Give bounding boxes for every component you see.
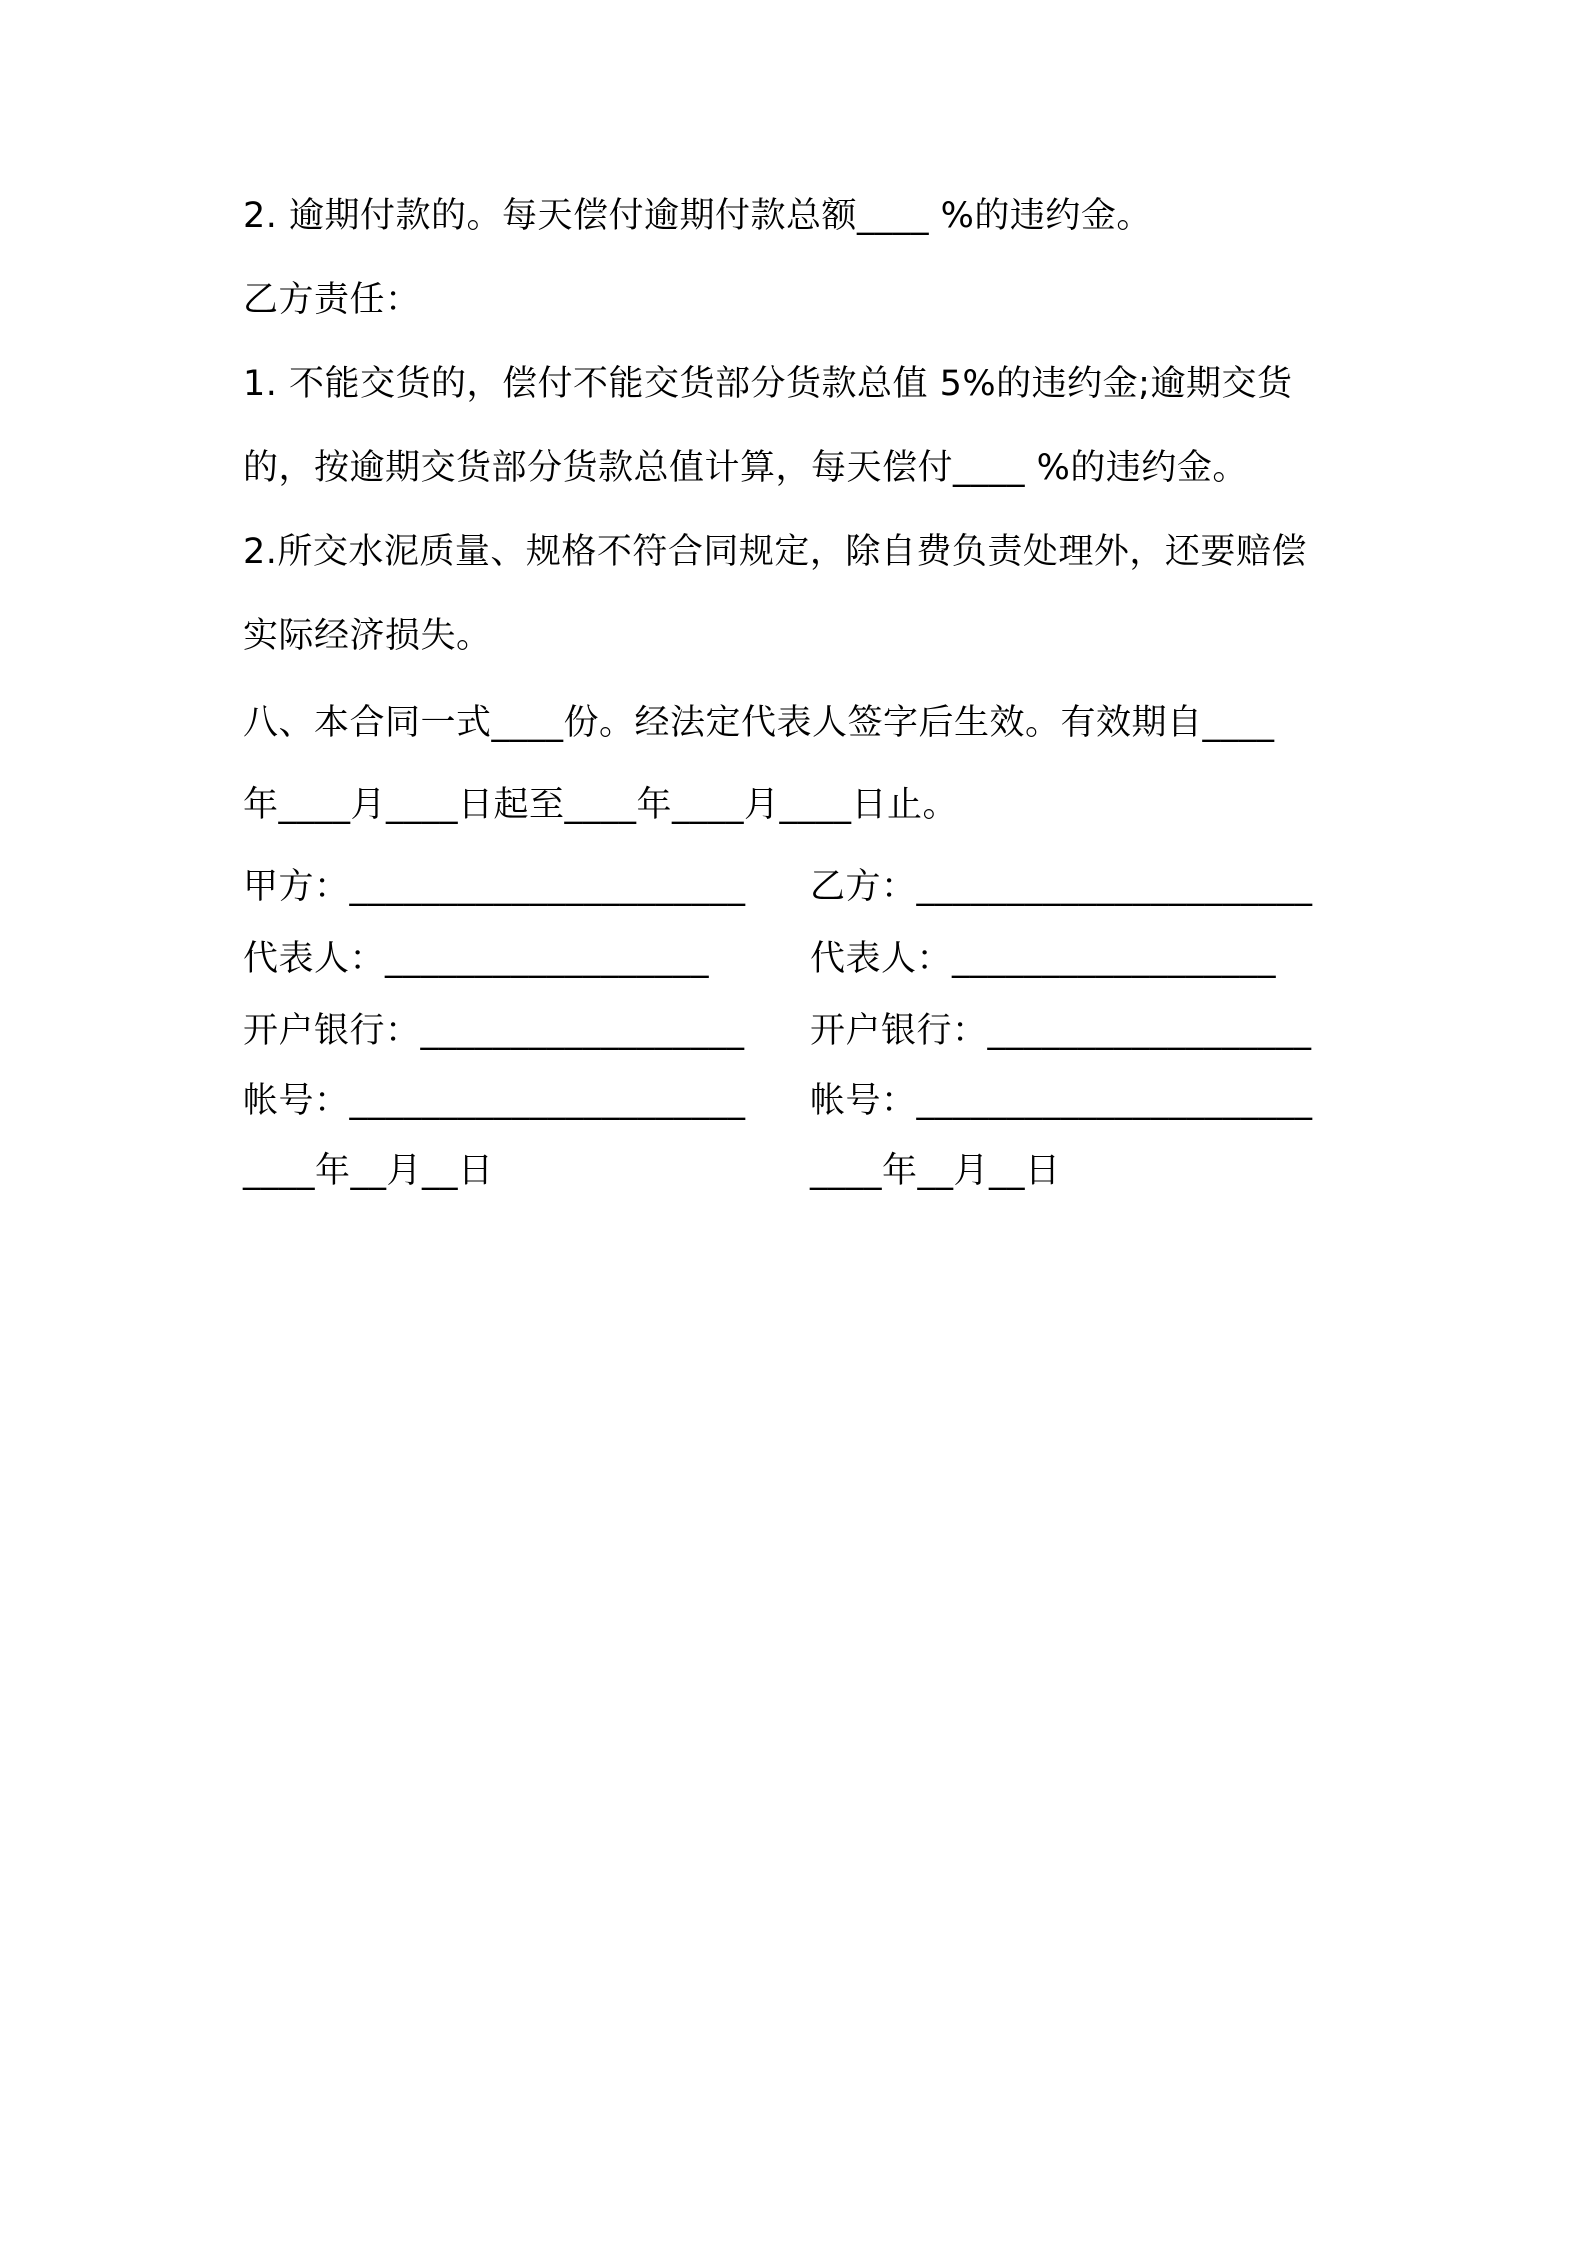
representative-b-field: 代表人：__________________ <box>810 939 1277 979</box>
clause-no-delivery-cont: 的，按逾期交货部分货款总值计算，每天偿付____ %的违约金。 <box>243 448 1248 488</box>
clause-quality: 2.所交水泥质量、规格不符合同规定，除自费负责处理外，还要赔偿 <box>243 532 1307 572</box>
bank-a-field: 开户银行：__________________ <box>243 1011 745 1051</box>
bank-b-field: 开户银行：__________________ <box>810 1011 1312 1051</box>
clause-late-payment: 2. 逾期付款的。每天偿付逾期付款总额____ %的违约金。 <box>243 196 1152 236</box>
party-b-responsibility-heading: 乙方责任： <box>243 280 421 320</box>
signature-row-date <box>243 1147 1363 1195</box>
account-b-field: 帐号：______________________ <box>810 1081 1313 1121</box>
clause-copies-cont: 年____月____日起至____年____月____日止。 <box>243 785 959 825</box>
date-b-field: ____年__月__日 <box>810 1151 1061 1191</box>
party-b-field: 乙方：______________________ <box>810 867 1313 907</box>
clause-copies: 八、本合同一式____份。经法定代表人签字后生效。有效期自____ <box>243 703 1275 743</box>
signature-row-account <box>243 1077 1363 1125</box>
clause-quality-cont: 实际经济损失。 <box>243 616 492 656</box>
document-body <box>243 192 1363 1195</box>
clause-no-delivery: 1. 不能交货的，偿付不能交货部分货款总值 5%的违约金;逾期交货 <box>243 364 1293 404</box>
account-a-field: 帐号：______________________ <box>243 1081 746 1121</box>
date-a-field: ____年__月__日 <box>243 1151 494 1191</box>
signature-row-party <box>243 863 1363 911</box>
representative-a-field: 代表人：__________________ <box>243 939 710 979</box>
party-a-field: 甲方：______________________ <box>243 867 746 907</box>
signature-row-bank <box>243 1007 1363 1055</box>
signature-row-representative <box>243 935 1363 983</box>
